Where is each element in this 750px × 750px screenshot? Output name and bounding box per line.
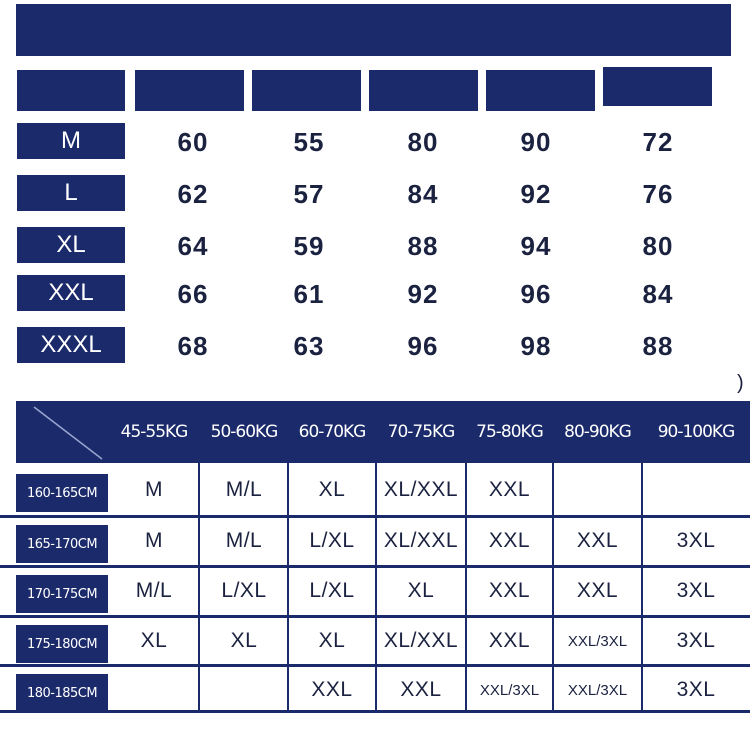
recommended-size-cell: XXL: [488, 529, 531, 552]
recommended-size-cell: XL: [318, 629, 346, 652]
recommended-size-cell: XL/XXL: [383, 529, 459, 552]
recommended-size-cell: M/L: [135, 579, 173, 602]
recommended-size-cell: XL: [230, 629, 258, 652]
recommended-size-cell: 3XL: [676, 629, 716, 652]
recommended-size-cell: XXL: [488, 478, 531, 501]
weight-range-label: 80-90KG: [564, 422, 631, 442]
recommended-size-cell: XL: [318, 478, 346, 501]
measurement-value: 94: [520, 231, 552, 261]
measurement-value: 96: [520, 279, 552, 309]
recommended-size-cell: 3XL: [676, 678, 716, 701]
recommended-size-cell: [200, 666, 288, 714]
height-range-label: 175-180CM: [16, 625, 108, 663]
measurement-value: 98: [520, 331, 552, 361]
measurement-value: 57: [293, 179, 325, 209]
recommended-size-cell: [108, 666, 200, 714]
measurement-value: 96: [407, 331, 439, 361]
measurement-value: 92: [520, 179, 552, 209]
measurement-value: 88: [642, 331, 674, 361]
recommended-size-cell: XXL/3XL: [567, 681, 628, 699]
recommended-size-cell: XXL: [400, 678, 442, 701]
recommended-size-cell: XXL/3XL: [479, 681, 540, 699]
measurement-value: 80: [407, 127, 439, 157]
title-banner: [16, 4, 731, 56]
recommended-size-cell: M/L: [225, 478, 263, 501]
header-cell-size: [17, 70, 125, 111]
measurement-value: 90: [520, 127, 552, 157]
recommended-size-cell: XL: [140, 629, 168, 652]
weight-range-label: 70-75KG: [387, 422, 455, 442]
recommended-size-cell: L/XL: [309, 529, 355, 552]
header-cell-3: [369, 70, 478, 111]
recommended-size-cell: [642, 466, 750, 514]
recommended-size-cell: M: [145, 529, 163, 552]
weight-range-label: 75-80KG: [476, 422, 543, 442]
measurement-value: 72: [642, 127, 674, 157]
measurement-value: 59: [293, 231, 325, 261]
recommended-size-cell: XL/XXL: [383, 478, 459, 501]
header-cell-2: [252, 70, 361, 111]
height-range-label: 160-165CM: [16, 474, 108, 512]
recommended-size-cell: XL: [407, 579, 435, 602]
height-range-label: 180-185CM: [16, 674, 108, 712]
height-range-label: 165-170CM: [16, 525, 108, 563]
recommended-size-cell: XL/XXL: [383, 629, 459, 652]
recommended-size-cell: [553, 466, 642, 514]
measurement-value: 92: [407, 279, 439, 309]
measurement-value: 76: [642, 179, 674, 209]
measurement-value: 62: [177, 179, 209, 209]
measurement-value: 61: [293, 279, 325, 309]
header-cell-5: [603, 67, 712, 106]
measurement-value: 63: [293, 331, 325, 361]
recommended-size-cell: 3XL: [676, 529, 716, 552]
measurement-value: 66: [177, 279, 209, 309]
measurement-value: 84: [407, 179, 439, 209]
measurement-value: 60: [177, 127, 209, 157]
weight-range-label: 50-60KG: [210, 422, 278, 442]
weight-range-label: 60-70KG: [298, 422, 366, 442]
size-label: XL: [17, 227, 125, 263]
measurement-value: 80: [642, 231, 674, 261]
recommended-size-cell: XXL: [488, 629, 531, 652]
recommended-size-cell: XXL/3XL: [567, 632, 628, 650]
recommended-size-cell: L/XL: [309, 579, 355, 602]
header-cell-4: [486, 70, 595, 111]
measurement-value: 64: [177, 231, 209, 261]
weight-range-label: 90-100KG: [657, 422, 735, 442]
measurement-value: 55: [293, 127, 325, 157]
recommended-size-cell: M/L: [225, 529, 263, 552]
recommended-size-cell: XXL: [576, 579, 619, 602]
recommended-size-cell: XXL: [488, 579, 531, 602]
size-label: L: [17, 175, 125, 211]
recommended-size-cell: M: [145, 478, 163, 501]
measurement-value: 84: [642, 279, 674, 309]
recommended-size-cell: XXL: [311, 678, 353, 701]
size-label: M: [17, 123, 125, 159]
recommended-size-cell: XXL: [576, 529, 619, 552]
weight-range-label: 45-55KG: [120, 422, 188, 442]
size-label: XXXL: [17, 327, 125, 363]
stray-mark: ): [737, 372, 744, 394]
diagonal-corner-cell: [16, 401, 108, 463]
header-cell-1: [135, 70, 244, 111]
height-range-label: 170-175CM: [16, 575, 108, 613]
recommended-size-cell: L/XL: [221, 579, 267, 602]
measurement-value: 68: [177, 331, 209, 361]
measurement-value: 88: [407, 231, 439, 261]
recommended-size-cell: 3XL: [676, 579, 716, 602]
size-label: XXL: [17, 275, 125, 311]
